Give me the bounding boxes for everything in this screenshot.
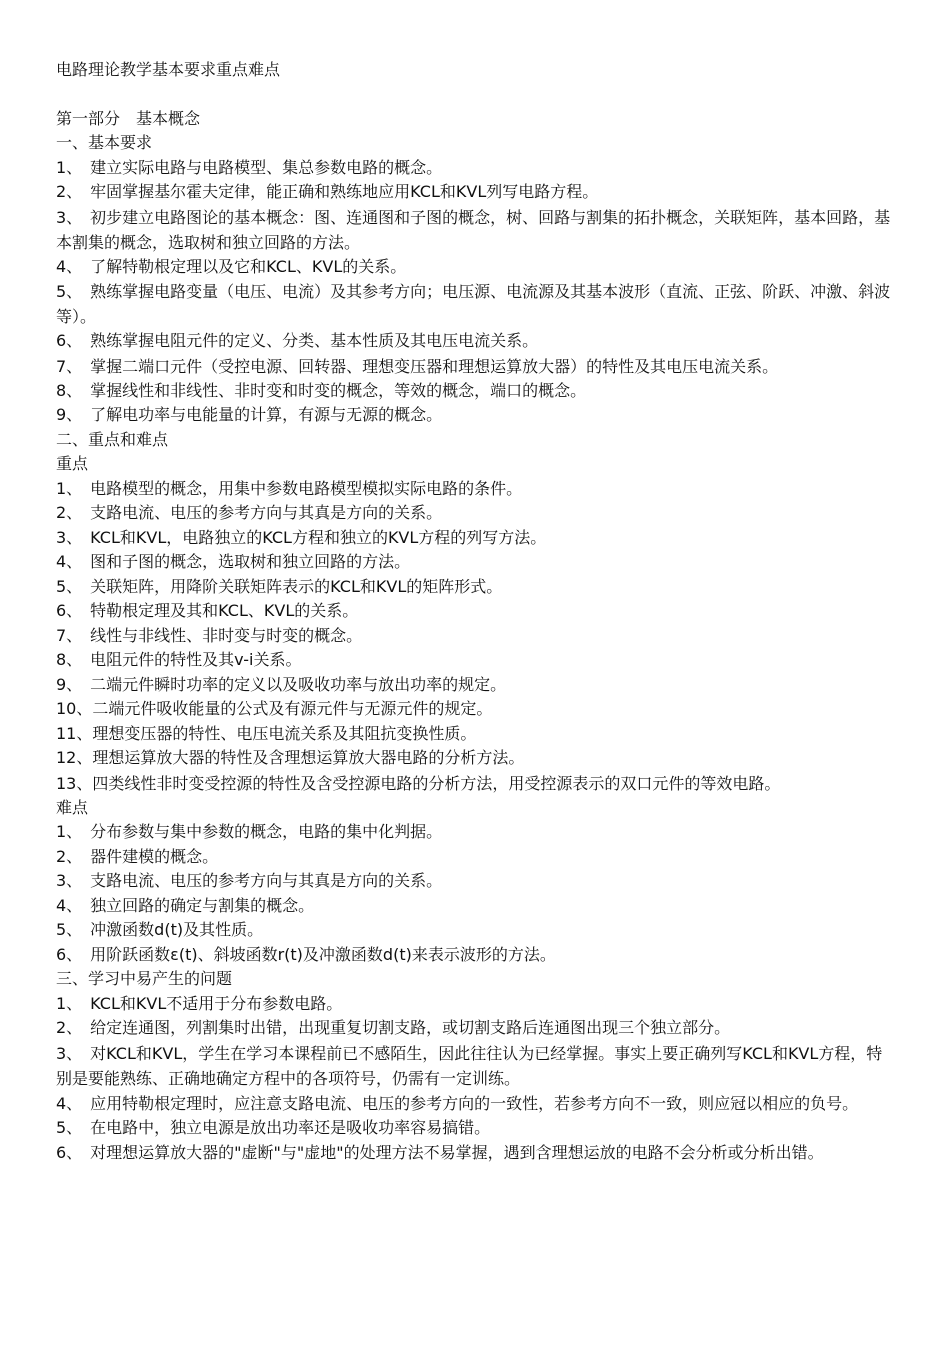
difficult-point-item: 5、 冲激函数d(t)及其性质。 xyxy=(56,920,264,939)
key-point-item: 12、理想运算放大器的特性及含理想运算放大器电路的分析方法。 xyxy=(56,748,525,767)
problem-item: 1、 KCL和KVL不适用于分布参数电路。 xyxy=(56,993,343,1013)
section-heading-common-problems: 三、学习中易产生的问题 xyxy=(56,969,233,988)
requirement-item: 1、 建立实际电路与电路模型、集总参数电路的概念。 xyxy=(56,157,443,177)
problem-item: 4、 应用特勒根定理时，应注意支路电流、电压的参考方向的一致性，若参考方向不一致，则应冠以相应的负号。 xyxy=(56,1093,859,1113)
difficult-point-item: 4、 独立回路的确定与割集的概念。 xyxy=(56,895,315,915)
key-point-item: 3、 KCL和KVL，电路独立的KCL方程和独立的KVL方程的列写方法。 xyxy=(56,527,547,547)
part-title: 第一部分 基本概念 xyxy=(56,108,201,128)
requirement-item: 2、 牢固掌握基尔霍夫定律，能正确和熟练地应用KCL和KVL列写电路方程。 xyxy=(56,182,599,201)
problem-item: 6、 对理想运算放大器的"虚断"与"虚地"的处理方法不易掌握，遇到含理想运放的电路不会分析或分析出错。 xyxy=(56,1143,824,1162)
requirement-item: 3、 初步建立电路图论的基本概念：图、连通图和子图的概念，树、回路与割集的拓扑概念，关联矩阵，基本回路，基本割集的概念，选取树和独立回路的方法。 xyxy=(56,207,891,252)
key-point-item: 9、 二端元件瞬时功率的定义以及吸收功率与放出功率的规定。 xyxy=(56,674,507,694)
difficult-point-item: 6、 用阶跃函数ε(t)、斜坡函数r(t)及冲激函数d(t)来表示波形的方法。 xyxy=(56,944,556,964)
key-point-item: 13、四类线性非时变受控源的特性及含受控源电路的分析方法，用受控源表示的双口元件的等效电路。 xyxy=(56,773,781,793)
requirement-item: 9、 了解电功率与电能量的计算，有源与无源的概念。 xyxy=(56,405,443,424)
problem-item: 3、 对KCL和KVL，学生在学习本课程前已不感陌生，因此往往认为已经掌握。事实上要正确列写KCL和KVL方程，特别是要能熟练、正确地确定方程中的各项符号，仍需有一定训练。 xyxy=(56,1043,883,1088)
requirement-item: 7、 掌握二端口元件（受控电源、回转器、理想变压器和理想运算放大器）的特性及其电压电流关系。 xyxy=(56,356,779,376)
key-point-item: 2、 支路电流、电压的参考方向与其真是方向的关系。 xyxy=(56,503,443,522)
requirement-item: 6、 熟练掌握电阻元件的定义、分类、基本性质及其电压电流关系。 xyxy=(56,331,539,350)
document-title: 电路理论教学基本要求重点难点 xyxy=(56,60,281,79)
key-point-item: 10、二端元件吸收能量的公式及有源元件与无源元件的规定。 xyxy=(56,699,493,718)
requirement-item: 5、 熟练掌握电路变量（电压、电流）及其参考方向；电压源、电流源及其基本波形（直流、正弦、阶跃、冲激、斜波等）。 xyxy=(56,282,891,326)
section-heading-key-and-difficult: 二、重点和难点 xyxy=(56,429,169,449)
key-point-item: 6、 特勒根定理及其和KCL、KVL的关系。 xyxy=(56,601,359,620)
key-point-item: 1、 电路模型的概念，用集中参数电路模型模拟实际电路的条件。 xyxy=(56,478,523,498)
key-point-item: 11、理想变压器的特性、电压电流关系及其阻抗变换性质。 xyxy=(56,723,477,743)
requirement-item: 8、 掌握线性和非线性、非时变和时变的概念，等效的概念，端口的概念。 xyxy=(56,380,587,400)
section-heading-basic-requirements: 一、基本要求 xyxy=(56,133,153,152)
key-point-item: 7、 线性与非线性、非时变与时变的概念。 xyxy=(56,625,363,645)
problem-item: 5、 在电路中，独立电源是放出功率还是吸收功率容易搞错。 xyxy=(56,1117,491,1137)
subheading-difficult-points: 难点 xyxy=(56,797,89,817)
subheading-key-points: 重点 xyxy=(56,454,89,473)
difficult-point-item: 3、 支路电流、电压的参考方向与其真是方向的关系。 xyxy=(56,871,443,890)
difficult-point-item: 2、 器件建模的概念。 xyxy=(56,846,219,866)
requirement-item: 4、 了解特勒根定理以及它和KCL、KVL的关系。 xyxy=(56,256,407,276)
document-page xyxy=(56,58,891,1165)
difficult-point-item: 1、 分布参数与集中参数的概念，电路的集中化判据。 xyxy=(56,822,443,841)
key-point-item: 5、 关联矩阵，用降阶关联矩阵表示的KCL和KVL的矩阵形式。 xyxy=(56,576,503,596)
key-point-item: 4、 图和子图的概念，选取树和独立回路的方法。 xyxy=(56,552,411,571)
problem-item: 2、 给定连通图，列割集时出错，出现重复切割支路，或切割支路后连通图出现三个独立部分。 xyxy=(56,1018,731,1037)
key-point-item: 8、 电阻元件的特性及其v-i关系。 xyxy=(56,650,302,669)
